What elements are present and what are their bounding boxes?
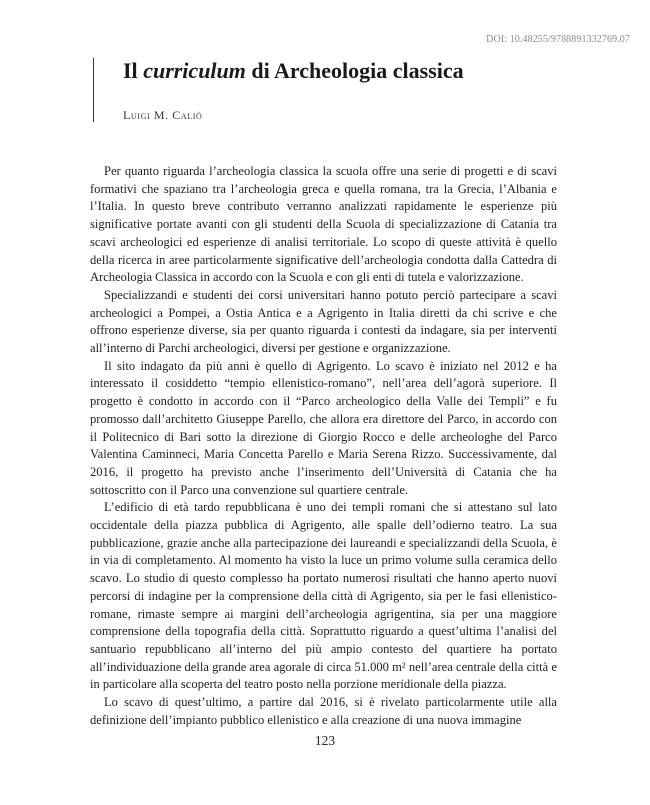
doi-label: DOI: 10.48255/9788891332769.07 bbox=[486, 34, 630, 45]
title-rule bbox=[93, 58, 94, 122]
chapter-title bbox=[123, 58, 464, 84]
title-suffix: di Archeologia classica bbox=[245, 58, 464, 83]
title-prefix: Il bbox=[123, 58, 144, 83]
body-text bbox=[90, 163, 557, 730]
author-name: Luigi M. Caliò bbox=[123, 108, 203, 122]
paragraph: L’edificio di età tardo repubblicana è uno dei templi romani che si attestano sul lato occidentale della piazza pubblica di Agrigento, alle spalle dell’odierno teatro. La sua pubblicazione, grazie anche alla partecipazione dei laureandi e specializzandi della Scuola, è in via di completamento. Al momento ha visto la luce un primo volume sulla ceramica dello scavo. Lo studio di questo complesso ha portato numerosi risultati che hanno aperto nuovi percorsi di indagine per la comprensione della città di Agrigento, sia per le fasi ellenistico-romane, rimaste sempre ai margini dell’archeologia agrigentina, sia per una maggiore comprensione della topografia della città. Soprattutto riguardo a quest’ultima l’analisi del santuario repubblicano all’interno del più ampio contesto del quartiere ha portato all’individuazione della grande area agorale di circa 51.000 m² nell’area centrale della città e in particolare alla scoperta del teatro posto nella porzione meridionale della piazza. bbox=[90, 500, 557, 692]
title-italic: curriculum bbox=[143, 58, 246, 83]
paragraph: Lo scavo di quest’ultimo, a partire dal 2016, si è rivelato particolarmente utile alla definizione dell’impianto pubblico ellenistico e alla creazione di una nuova immagine bbox=[90, 695, 557, 727]
paragraph: Il sito indagato da più anni è quello di Agrigento. Lo scavo è iniziato nel 2012 e ha interessato il cosiddetto “tempio ellenistico-romano”, nell’area dell’agorà superiore. Il progetto è condotto in accordo con il “Parco archeologico della Valle dei Templi” e fu promosso dall’architetto Giuseppe Parello, che allora era direttore del Parco, in accordo con il Politecnico di Bari sotto la direzione di Giorgio Rocco e delle archeologhe del Parco Valentina Caminneci, Maria Concetta Parello e Maria Serena Rizzo. Successivamente, dal 2016, il progetto ha previsto anche l’inserimento dell’Università di Catania che ha sottoscritto con il Parco una convenzione sul quartiere centrale. bbox=[90, 358, 557, 497]
paragraph: Specializzandi e studenti dei corsi universitari hanno potuto perciò partecipare a scavi archeologici a Pompei, a Ostia Antica e a Agrigento in Italia diretti da chi scrive e che offrono esperienze diverse, sia per quanto riguarda i contesti da indagare, sia per interventi all’interno di Parchi archeologici, diversi per gestione e organizzazione. bbox=[90, 287, 557, 356]
page-number: 123 bbox=[314, 733, 336, 748]
paragraph: Per quanto riguarda l’archeologia classica la scuola offre una serie di progetti e di scavi formativi che spaziano tra l’archeologia greca e quella romana, tra la Grecia, l’Albania e l’Italia. In questo breve contributo verranno analizzati rapidamente le esperienze più significative portate avanti con gli studenti della Scuola di specializzazione di Catania tra scavi archeologici ed esperienze di analisi territoriale. Lo scopo di queste attività è quello della ricerca in aree particolarmente significative dell’archeologia condotta dalla Cattedra di Archeologia Classica in accordo con la Scuola e con gli enti di tutela e valorizzazione. bbox=[90, 164, 557, 285]
